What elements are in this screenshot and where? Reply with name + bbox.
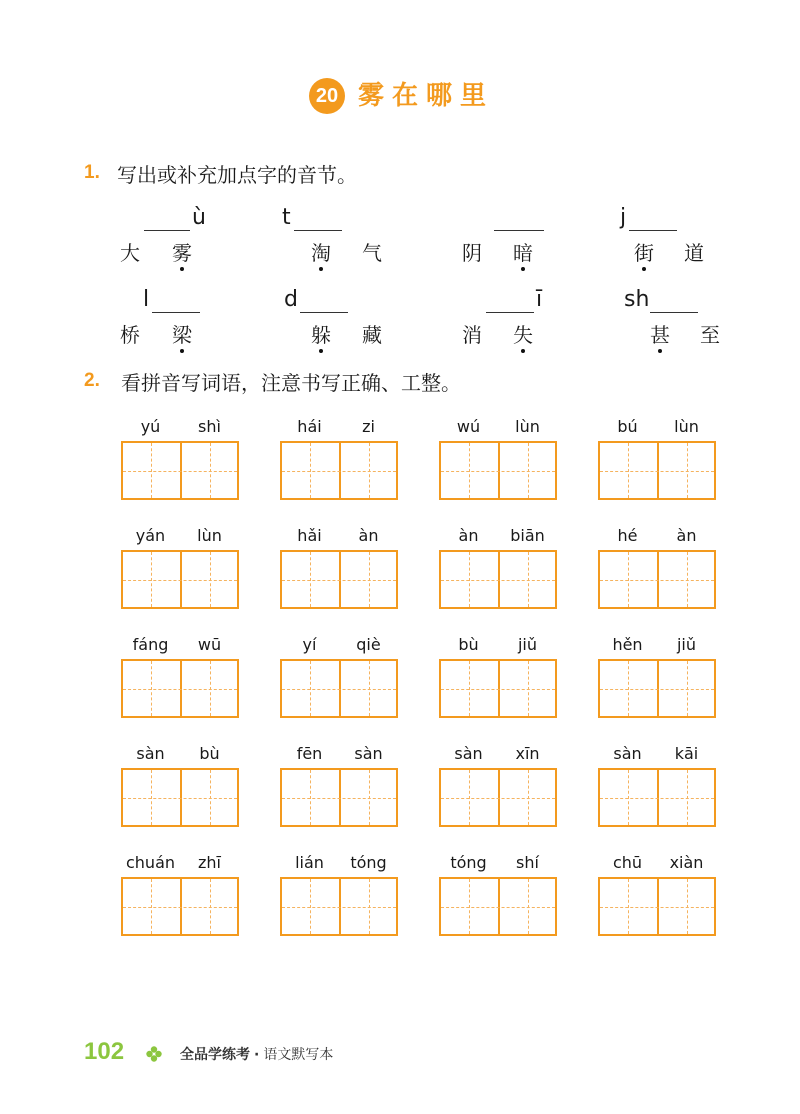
pinyin-syllable: zhī <box>198 853 221 872</box>
pinyin-syllable: hái <box>297 417 322 436</box>
guide-line <box>528 552 529 607</box>
hanzi-char: 至 <box>700 323 720 347</box>
guide-line <box>282 798 396 799</box>
pinyin-syllable: bú <box>617 417 638 436</box>
pinyin-syllable: jiǔ <box>676 635 697 654</box>
tianzige-writing-box[interactable] <box>280 550 398 609</box>
pinyin-hint: t <box>282 205 291 230</box>
tianzige-writing-box[interactable] <box>439 768 557 827</box>
page-number: 102 <box>84 1038 125 1065</box>
pinyin-blank[interactable] <box>300 312 348 313</box>
pinyin-syllable: bù <box>458 635 479 654</box>
guide-line <box>600 798 714 799</box>
guide-line <box>687 879 688 934</box>
guide-line <box>310 443 311 498</box>
tianzige-writing-box[interactable] <box>598 441 716 500</box>
pinyin-syllable: àn <box>358 526 379 545</box>
tianzige-writing-box[interactable] <box>280 659 398 718</box>
pinyin-syllable: fáng <box>132 635 169 654</box>
pinyin-syllable: hé <box>617 526 638 545</box>
guide-line <box>687 770 688 825</box>
tianzige-writing-box[interactable] <box>121 877 239 936</box>
guide-line <box>310 770 311 825</box>
hanzi-char: 桥 <box>120 323 140 347</box>
pinyin-syllable: hěn <box>612 635 643 654</box>
guide-line <box>687 443 688 498</box>
tianzige-writing-box[interactable] <box>439 550 557 609</box>
pinyin-blank[interactable] <box>144 230 190 231</box>
pinyin-syllable: àn <box>676 526 697 545</box>
pinyin-syllable: kāi <box>674 744 699 763</box>
pinyin-blank[interactable] <box>294 230 342 231</box>
tianzige-writing-box[interactable] <box>121 659 239 718</box>
tianzige-writing-box[interactable] <box>121 550 239 609</box>
emphasis-dot <box>642 267 646 271</box>
tianzige-writing-box[interactable] <box>598 659 716 718</box>
hanzi-char: 阴 <box>462 241 482 265</box>
question-2-number: 2. <box>84 370 100 391</box>
guide-line <box>628 770 629 825</box>
guide-line <box>210 770 211 825</box>
hanzi-char-dotted: 淘 <box>311 241 331 265</box>
guide-line <box>441 471 555 472</box>
tianzige-writing-box[interactable] <box>121 768 239 827</box>
guide-line <box>282 689 396 690</box>
guide-line <box>123 689 237 690</box>
tianzige-writing-box[interactable] <box>280 441 398 500</box>
guide-line <box>151 661 152 716</box>
guide-line <box>441 580 555 581</box>
emphasis-dot <box>180 267 184 271</box>
pinyin-hint: ù <box>192 205 206 230</box>
pinyin-syllable: biān <box>510 526 545 545</box>
pinyin-syllable: lùn <box>197 526 222 545</box>
pinyin-syllable: jiǔ <box>517 635 538 654</box>
pinyin-syllable: sàn <box>354 744 383 763</box>
emphasis-dot <box>319 349 323 353</box>
guide-line <box>528 661 529 716</box>
pinyin-syllable: hǎi <box>297 526 322 545</box>
hanzi-char-dotted: 雾 <box>172 241 192 265</box>
guide-line <box>528 770 529 825</box>
tianzige-writing-box[interactable] <box>439 877 557 936</box>
tianzige-writing-box[interactable] <box>598 877 716 936</box>
guide-line <box>210 552 211 607</box>
pinyin-syllable: qiè <box>356 635 381 654</box>
guide-line <box>123 471 237 472</box>
guide-line <box>469 443 470 498</box>
guide-line <box>628 661 629 716</box>
tianzige-writing-box[interactable] <box>280 877 398 936</box>
hanzi-char-dotted: 暗 <box>513 241 533 265</box>
hanzi-char: 气 <box>362 241 382 265</box>
guide-line <box>469 879 470 934</box>
footer-brand: 全品学练考 <box>180 1047 250 1063</box>
guide-line <box>469 770 470 825</box>
pinyin-syllable: shì <box>198 417 221 436</box>
emphasis-dot <box>521 349 525 353</box>
guide-line <box>528 443 529 498</box>
pinyin-syllable: shí <box>516 853 539 872</box>
pinyin-syllable: xīn <box>515 744 540 763</box>
pinyin-syllable: wú <box>456 417 481 436</box>
guide-line <box>600 471 714 472</box>
guide-line <box>151 443 152 498</box>
guide-line <box>528 879 529 934</box>
emphasis-dot <box>521 267 525 271</box>
guide-line <box>210 443 211 498</box>
pinyin-syllable: sàn <box>454 744 483 763</box>
hanzi-char-dotted: 躲 <box>311 323 331 347</box>
footer-book: 语文默写本 <box>263 1047 334 1063</box>
question-1-instruction: 写出或补充加点字的音节。 <box>117 163 357 187</box>
hanzi-char: 大 <box>120 241 140 265</box>
guide-line <box>151 552 152 607</box>
clover-icon <box>146 1046 162 1062</box>
guide-line <box>123 580 237 581</box>
pinyin-syllable: sàn <box>613 744 642 763</box>
pinyin-syllable: lùn <box>674 417 699 436</box>
footer-separator: · <box>254 1047 260 1063</box>
tianzige-writing-box[interactable] <box>121 441 239 500</box>
pinyin-syllable: chū <box>612 853 643 872</box>
guide-line <box>310 552 311 607</box>
hanzi-char-dotted: 街 <box>634 241 654 265</box>
footer-book-title <box>180 1044 333 1064</box>
guide-line <box>687 661 688 716</box>
tianzige-writing-box[interactable] <box>439 659 557 718</box>
hanzi-char: 道 <box>684 241 704 265</box>
pinyin-syllable: zi <box>362 417 375 436</box>
guide-line <box>210 879 211 934</box>
guide-line <box>282 471 396 472</box>
pinyin-syllable: àn <box>458 526 479 545</box>
tianzige-writing-box[interactable] <box>598 768 716 827</box>
guide-line <box>369 661 370 716</box>
pinyin-blank[interactable] <box>152 312 200 313</box>
tianzige-writing-box[interactable] <box>598 550 716 609</box>
hanzi-char: 消 <box>462 323 482 347</box>
pinyin-syllable: tóng <box>350 853 387 872</box>
guide-line <box>210 661 211 716</box>
pinyin-hint: l <box>143 287 150 312</box>
pinyin-blank[interactable] <box>494 230 544 231</box>
guide-line <box>441 907 555 908</box>
guide-line <box>441 689 555 690</box>
emphasis-dot <box>319 267 323 271</box>
guide-line <box>151 879 152 934</box>
guide-line <box>310 661 311 716</box>
pinyin-syllable: bù <box>199 744 220 763</box>
guide-line <box>282 580 396 581</box>
pinyin-hint: sh <box>624 287 650 312</box>
guide-line <box>469 552 470 607</box>
pinyin-syllable: fēn <box>296 744 323 763</box>
lesson-title: 雾在哪里 <box>358 81 495 111</box>
hanzi-char-dotted: 甚 <box>650 323 670 347</box>
guide-line <box>600 580 714 581</box>
pinyin-syllable: yí <box>302 635 317 654</box>
pinyin-syllable: lùn <box>515 417 540 436</box>
pinyin-syllable: tóng <box>450 853 487 872</box>
question-1-number: 1. <box>84 162 100 183</box>
guide-line <box>369 879 370 934</box>
guide-line <box>151 770 152 825</box>
guide-line <box>123 798 237 799</box>
guide-line <box>369 443 370 498</box>
emphasis-dot <box>658 349 662 353</box>
guide-line <box>628 443 629 498</box>
guide-line <box>369 770 370 825</box>
guide-line <box>600 907 714 908</box>
pinyin-syllable: xiàn <box>669 853 704 872</box>
guide-line <box>282 907 396 908</box>
pinyin-hint: d <box>284 287 298 312</box>
pinyin-syllable: yú <box>140 417 161 436</box>
pinyin-syllable: wū <box>197 635 222 654</box>
guide-line <box>441 798 555 799</box>
guide-line <box>310 879 311 934</box>
tianzige-writing-box[interactable] <box>280 768 398 827</box>
pinyin-syllable: chuán <box>125 853 176 872</box>
guide-line <box>628 879 629 934</box>
pinyin-blank[interactable] <box>486 312 534 313</box>
pinyin-blank[interactable] <box>629 230 677 231</box>
pinyin-hint: ī <box>536 287 543 312</box>
guide-line <box>469 661 470 716</box>
pinyin-hint: j <box>620 205 627 230</box>
pinyin-syllable: sàn <box>136 744 165 763</box>
guide-line <box>600 689 714 690</box>
guide-line <box>123 907 237 908</box>
tianzige-writing-box[interactable] <box>439 441 557 500</box>
lesson-number-badge: 20 <box>309 78 345 114</box>
pinyin-blank[interactable] <box>650 312 698 313</box>
pinyin-syllable: yán <box>135 526 166 545</box>
pinyin-syllable: lián <box>295 853 324 872</box>
guide-line <box>369 552 370 607</box>
guide-line <box>687 552 688 607</box>
guide-line <box>628 552 629 607</box>
hanzi-char: 藏 <box>362 323 382 347</box>
hanzi-char-dotted: 梁 <box>172 323 192 347</box>
hanzi-char-dotted: 失 <box>513 323 533 347</box>
question-2-instruction: 看拼音写词语，注意书写正确、工整。 <box>121 371 461 395</box>
emphasis-dot <box>180 349 184 353</box>
